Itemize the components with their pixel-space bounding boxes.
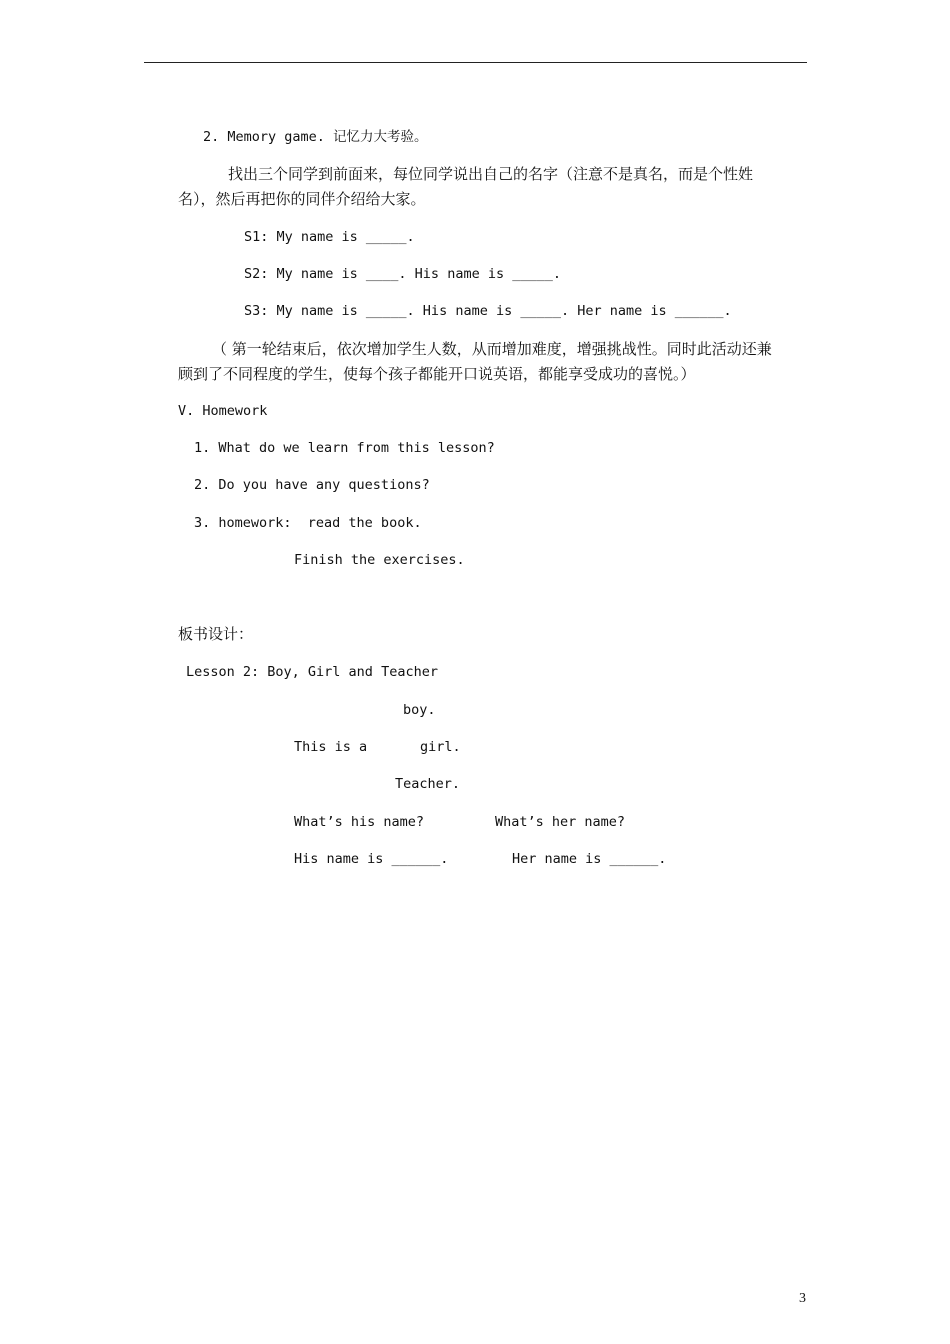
memory-game-intro-line1: 找出三个同学到前面来，每位同学说出自己的名字（注意不是真名，而是个性姓 <box>228 165 754 183</box>
homework-item-1: 1. What do we learn from this lesson? <box>194 440 495 456</box>
activity-note-line1: （ 第一轮结束后，依次增加学生人数，从而增加难度，增强挑战性。同时此活动还兼 <box>212 340 772 358</box>
board-word-boy: boy. <box>403 702 436 718</box>
dialogue-s2: S2: My name is ____. His name is _____. <box>244 266 561 282</box>
page-number: 3 <box>799 1291 806 1306</box>
board-answer-his: His name is ______. <box>294 851 449 867</box>
board-question-his: What’s his name? <box>294 814 425 830</box>
board-design-heading: 板书设计： <box>178 625 254 643</box>
activity-note-line2: 顾到了不同程度的学生，使每个孩子都能开口说英语，都能享受成功的喜悦。） <box>178 365 696 383</box>
memory-game-heading: 2. Memory game. 记忆力大考验。 <box>203 129 428 145</box>
homework-item-3-continued: Finish the exercises. <box>294 552 465 568</box>
board-word-girl: girl. <box>420 739 461 755</box>
homework-heading: V. Homework <box>178 403 268 419</box>
board-this-is-a: This is a <box>294 739 368 755</box>
lesson-title: Lesson 2: Boy, Girl and Teacher <box>186 664 438 680</box>
board-question-her: What’s her name? <box>495 814 626 830</box>
homework-item-3: 3. homework: read the book. <box>194 515 422 531</box>
header-rule <box>144 62 807 63</box>
homework-item-2: 2. Do you have any questions? <box>194 477 430 493</box>
dialogue-s3: S3: My name is _____. His name is _____. Her name is ______. <box>244 303 732 319</box>
board-answer-her: Her name is ______. <box>512 851 667 867</box>
board-word-teacher: Teacher. <box>395 776 461 792</box>
memory-game-intro-line2: 名），然后再把你的同伴介绍给大家。 <box>178 190 426 208</box>
dialogue-s1: S1: My name is _____. <box>244 229 415 245</box>
